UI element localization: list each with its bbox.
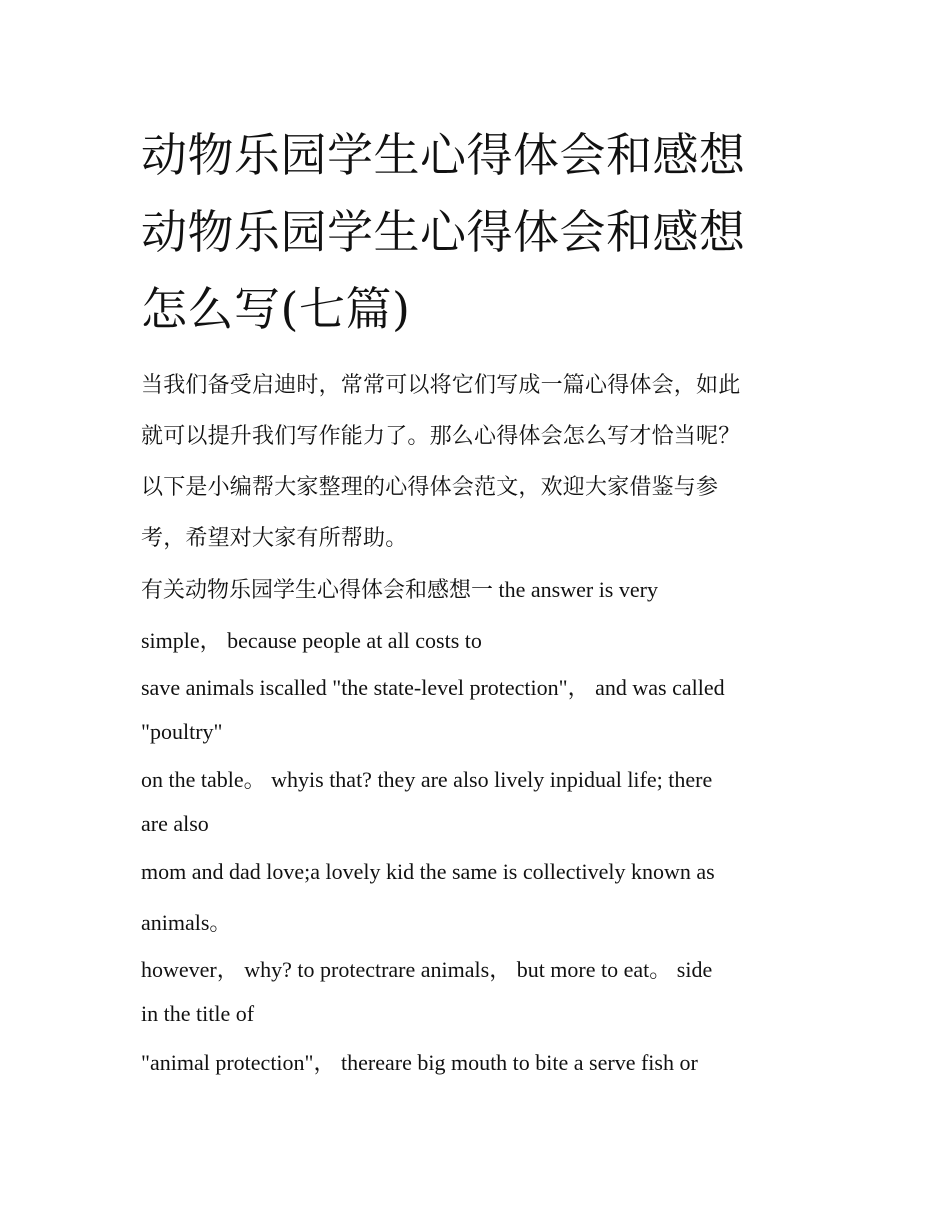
essay-line-5: on the table。 whyis that? they are also lively inpidual life; there <box>141 767 713 792</box>
essay-line-1-text: the answer is very <box>493 577 658 602</box>
title-line-3: 怎么写(七篇) <box>141 282 411 336</box>
intro-line-1: 当我们备受启迪时，常常可以将它们写成一篇心得体会，如此 <box>141 373 741 398</box>
essay-line-10: in the title of <box>141 1001 255 1026</box>
essay-line-11: "animal protection"， thereare big mouth to bite a serve fish or <box>141 1050 698 1075</box>
essay-line-8: animals。 <box>141 910 232 935</box>
essay-line-3: save animals iscalled "the state-level protection"， and was called <box>141 675 725 700</box>
intro-line-3: 以下是小编帮大家整理的心得体会范文，欢迎大家借鉴与参 <box>141 475 719 500</box>
essay-line-1 <box>141 564 821 615</box>
essay-line-4: "poultry" <box>141 719 223 744</box>
intro-line-4: 考，希望对大家有所帮助。 <box>141 526 408 551</box>
essay-body <box>141 564 821 1085</box>
essay-line-6: are also <box>141 811 209 836</box>
intro-line-2: 就可以提升我们写作能力了。那么心得体会怎么写才恰当呢？ <box>141 424 741 449</box>
intro-paragraph <box>141 360 821 564</box>
title-line-2: 动物乐园学生心得体会和感想 <box>141 205 746 259</box>
essay-line-7: mom and dad love;a lovely kid the same is collectively known as <box>141 859 715 884</box>
essay-line-2: simple， because people at all costs to <box>141 628 482 653</box>
document-title <box>141 117 821 348</box>
essay-line-9: however， why? to protectrare animals， but more to eat。 side <box>141 957 713 982</box>
title-line-1: 动物乐园学生心得体会和感想 <box>141 128 746 182</box>
document-content <box>141 117 821 1085</box>
section-heading: 有关动物乐园学生心得体会和感想一 <box>141 578 494 603</box>
